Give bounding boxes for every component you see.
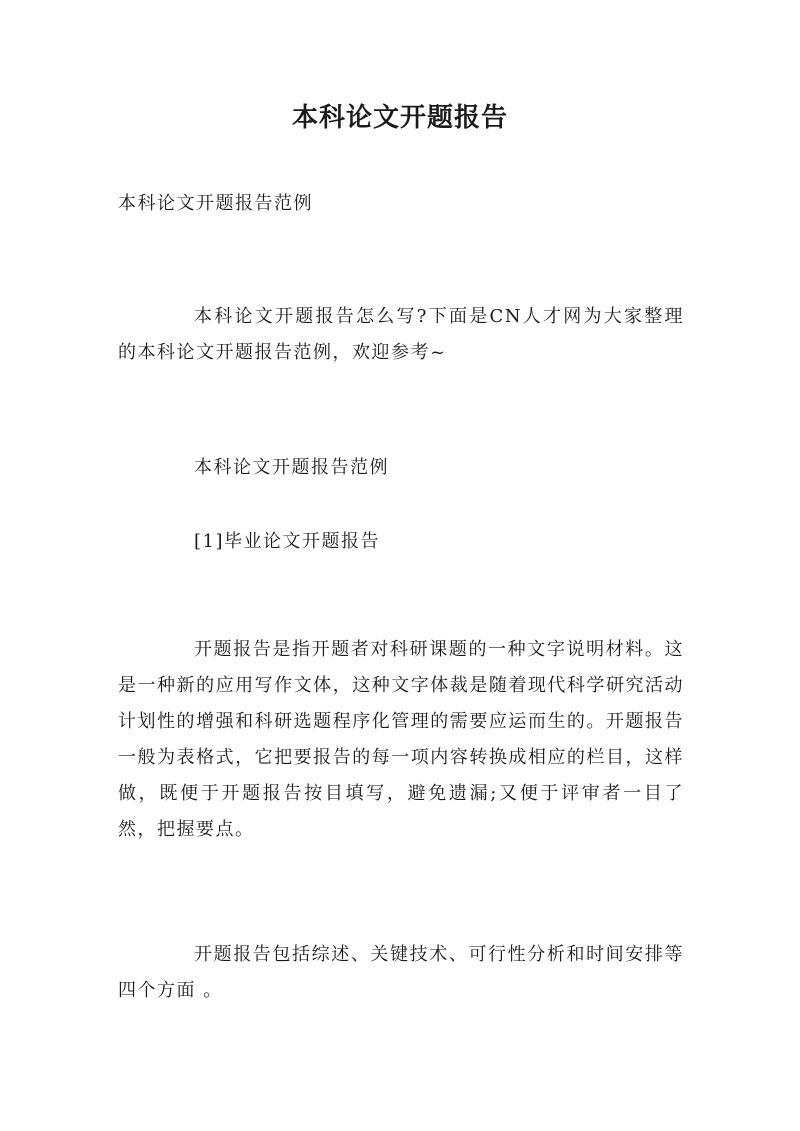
section-heading: 本科论文开题报告范例 — [194, 457, 389, 478]
body-paragraph: 开题报告包括综述、关键技术、可行性分析和时间安排等四个方面 。 — [118, 944, 684, 1001]
document-title: 本科论文开题报告 — [291, 103, 508, 133]
intro-paragraph: 本科论文开题报告怎么写?下面是CN人才网为大家整理的本科论文开题报告范例，欢迎参考~ — [118, 306, 684, 363]
body-paragraph: 开题报告是指开题者对科研课题的一种文字说明材料。这是一种新的应用写作文体，这种文字体裁是随着现代科学研究活动计划性的增强和科研选题程序化管理的需要应运而生的。开题报告一般为表格式，它把要报告的每一项内容转换成相应的栏目，这样做，既便于开题报告按目填写，避免遗漏;又便于评审者一目了然，把握要点。 — [118, 639, 684, 840]
section-item: [1]毕业论文开题报告 — [194, 531, 380, 552]
document-subtitle: 本科论文开题报告范例 — [118, 193, 313, 214]
